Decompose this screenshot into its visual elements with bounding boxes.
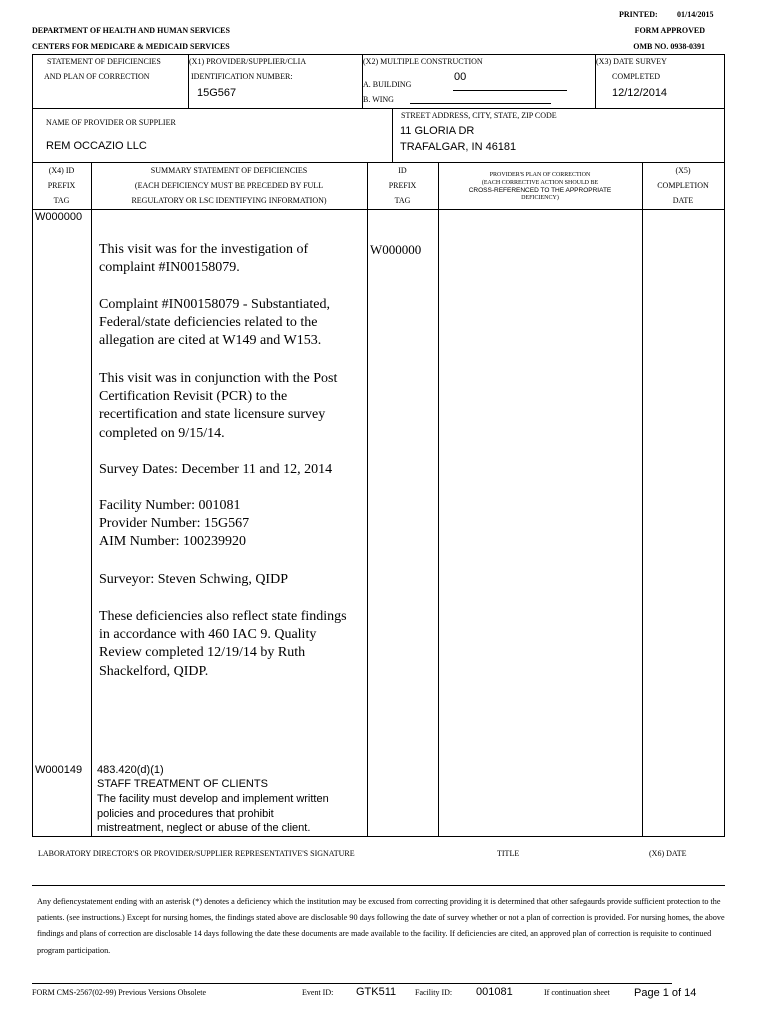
id-header-3: TAG [394, 196, 411, 205]
department-title: DEPARTMENT OF HEALTH AND HUMAN SERVICES [32, 26, 230, 35]
regulation-text: The facility must develop and implement written policies and procedures that prohibit mistreatment, neglect or abuse of the client. [97, 793, 329, 835]
event-id-label: Event ID: [302, 988, 334, 997]
address-line-2: TRAFALGAR, IN 46181 [400, 141, 517, 153]
plan-header-2: (EACH CORRECTIVE ACTION SHOULD BE [481, 180, 599, 186]
x2-label: (X2) MULTIPLE CONSTRUCTION [363, 57, 483, 66]
continuation-label: If continuation sheet [544, 988, 610, 997]
x4-header-2: PREFIX [47, 181, 76, 190]
id-header-1: ID [398, 166, 407, 175]
event-id: GTK511 [356, 986, 397, 998]
title-label: TITLE [497, 849, 520, 858]
summary-header-2: (EACH DEFICIENCY MUST BE PRECEDED BY FULL [134, 181, 324, 190]
form-number: FORM CMS-2567(02-99) Previous Versions Obsolete [32, 988, 207, 997]
x3-label-1: (X3) DATE SURVEY [596, 57, 667, 66]
provider-id-number: 15G567 [197, 87, 237, 99]
printed-date: 01/14/2015 [677, 10, 714, 19]
paragraph-pcr: This visit was in conjunction with the Post Certification Revisit (PCR) to the recertification and state licensure survey completed on 9/15/14. [99, 371, 338, 441]
plan-header-4: DEFICIENCY) [521, 195, 559, 201]
building-value: 00 [454, 71, 467, 83]
facility-id: 001081 [476, 986, 513, 998]
cms-title: CENTERS FOR MEDICARE & MEDICAID SERVICES [32, 42, 230, 51]
plan-header-3: CROSS-REFERENCED TO THE APPROPRIATE [468, 187, 612, 194]
disclosure-notice: Any defiencystatement ending with an asterisk (*) denotes a deficiency which the institution may be excused from correcting providing it is determined that other safegaurds provide sufficient protection to the patients. (see instructions.) Except for nursing homes, the findings stated above are disclosable 90 days following the date of survey whether or not a plan of correction is provided. For nursing homes, the above findings and plans of correction are disclosable 14 days following the date these documents are made available to the facility. If deficiencies are cited, an approved plan of correction is requisite to continued program participation. [37, 897, 725, 955]
paragraph-state-findings: These deficiencies also reflect state findings in accordance with 460 IAC 9. Quality Review completed 12/19/14 by Ruth Shackelford, QIDP. [99, 609, 347, 679]
x5-header-3: DATE [672, 196, 694, 205]
paragraph-visit: This visit was for the investigation of complaint #IN00158079. [99, 242, 309, 276]
regulation-number: 483.420(d)(1) [97, 764, 164, 776]
survey-date: 12/12/2014 [612, 87, 668, 99]
paragraph-complaint: Complaint #IN00158079 - Substantiated, Federal/state deficiencies related to the allegation are cited at W149 and W153. [99, 297, 330, 349]
tag-w000149: W000149 [35, 764, 83, 776]
id-tag-w000000: W000000 [370, 242, 422, 257]
provider-name: REM OCCAZIO LLC [46, 140, 147, 152]
address-line-1: 11 GLORIA DR [400, 125, 475, 137]
x1-label-2: IDENTIFICATION NUMBER: [191, 72, 293, 81]
paragraph-surveyor: Surveyor: Steven Schwing, QIDP [99, 572, 288, 587]
provider-name-label: NAME OF PROVIDER OR SUPPLIER [46, 118, 176, 127]
printed-label: PRINTED: [619, 10, 658, 19]
omb-number: OMB NO. 0938-0391 [633, 42, 705, 51]
id-header-2: PREFIX [388, 181, 417, 190]
facility-number: Facility Number: 001081 [99, 498, 241, 513]
x4-header-1: (X4) ID [48, 166, 75, 175]
aim-number: AIM Number: 100239920 [99, 534, 246, 549]
summary-header-3: REGULATORY OR LSC IDENTIFYING INFORMATION) [131, 196, 327, 205]
summary-header-1: SUMMARY STATEMENT OF DEFICIENCIES [150, 166, 308, 175]
x3-label-2: COMPLETED [612, 72, 660, 81]
signature-label: LABORATORY DIRECTOR'S OR PROVIDER/SUPPLIER REPRESENTATIVE'S SIGNATURE [38, 849, 355, 858]
statement-label-1: STATEMENT OF DEFICIENCIES [47, 57, 161, 66]
page-number: Page 1 of 14 [634, 987, 697, 999]
tag-w000000: W000000 [35, 211, 83, 223]
wing-label: B. WING [363, 95, 394, 104]
facility-id-label: Facility ID: [415, 988, 453, 997]
plan-header-1: PROVIDER'S PLAN OF CORRECTION [489, 172, 591, 178]
x5-header-1: (X5) [675, 166, 691, 175]
building-label: A. BUILDING [363, 80, 412, 89]
x5-header-2: COMPLETION [657, 181, 709, 190]
statement-label-2: AND PLAN OF CORRECTION [44, 72, 150, 81]
regulation-title: STAFF TREATMENT OF CLIENTS [97, 778, 268, 790]
provider-number: Provider Number: 15G567 [99, 516, 250, 531]
x1-label-1: (X1) PROVIDER/SUPPLIER/CLIA [189, 57, 307, 66]
form-approved: FORM APPROVED [634, 26, 705, 35]
address-label: STREET ADDRESS, CITY, STATE, ZIP CODE [401, 111, 557, 120]
x6-date-label: (X6) DATE [649, 849, 687, 858]
x4-header-3: TAG [53, 196, 70, 205]
paragraph-survey-dates: Survey Dates: December 11 and 12, 2014 [99, 462, 333, 477]
